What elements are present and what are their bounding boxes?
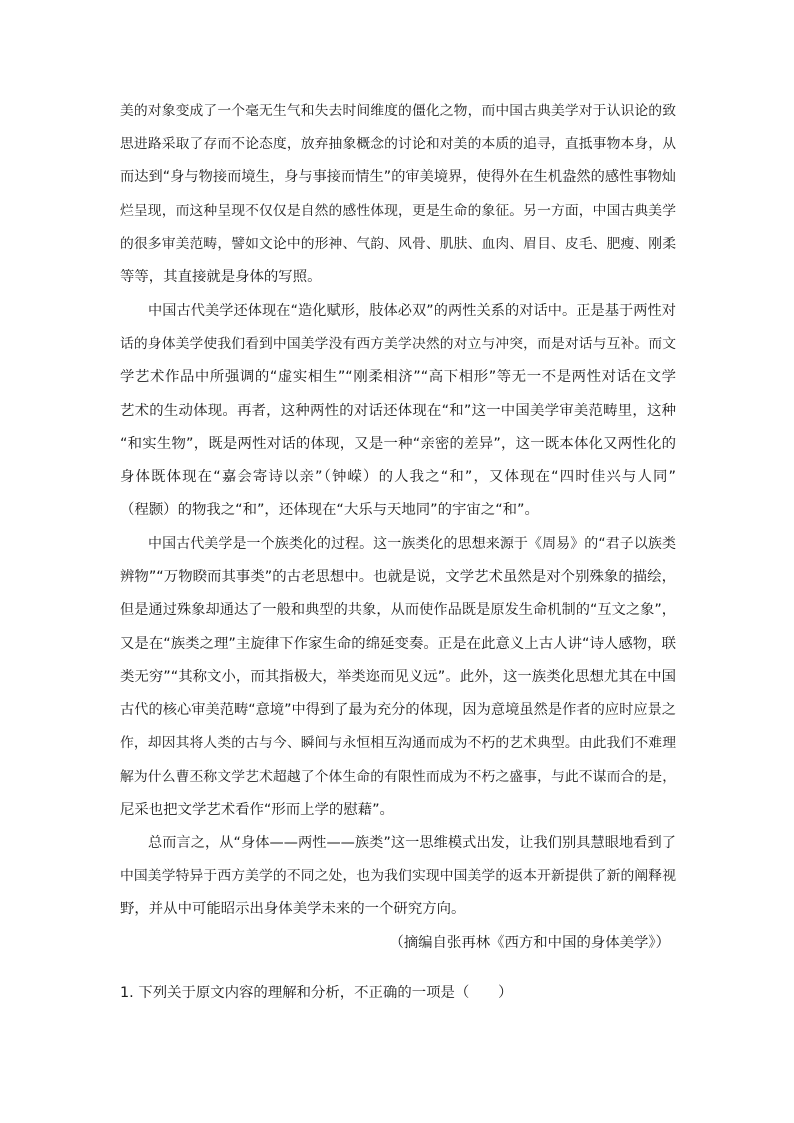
- paragraph-line: 总而言之，从“身体——两性——族类”这一思维模式出发，让我们别具慧眼地看到了: [148, 835, 676, 851]
- paragraph-line: 中国古代美学还体现在“造化赋形，肢体必双”的两性关系的对话中。正是基于两性对: [148, 303, 676, 319]
- paragraph-line: 野，并从中可能昭示出身体美学未来的一个研究方向。: [120, 901, 466, 917]
- source-citation: （摘编自张再林《西方和中国的身体美学》）: [389, 935, 670, 951]
- paragraph-line: 的很多审美范畴，譬如文论中的形神、气韵、风骨、肌肤、血肉、眉目、皮毛、肥瘦、刚柔: [120, 236, 676, 252]
- paragraph-line: 学艺术作品中所强调的“虚实相生”“刚柔相济”“高下相形”等无一不是两性对话在文学: [120, 369, 676, 385]
- paragraph-line: 类无穷”“其称文小，而其指极大，举类迩而见义远”。此外，这一族类化思想尤其在中国: [120, 669, 676, 685]
- paragraph-line: 作，却因其将人类的古与今、瞬间与永恒相互沟通而成为不朽的艺术典型。由此我们不难理: [120, 735, 676, 751]
- paragraph-line: 中国美学特异于西方美学的不同之处，也为我们实现中国美学的返本开新提供了新的阐释视: [120, 868, 676, 884]
- question-1: 1. 下列关于原文内容的理解和分析，不正确的一项是（ ）: [120, 985, 513, 1001]
- paragraph-line: 烂呈现，而这种呈现不仅仅是自然的感性体现，更是生命的象征。另一方面，中国古典美学: [120, 203, 676, 219]
- paragraph-line: 而达到“身与物接而境生，身与事接而情生”的审美境界，使得外在生机盎然的感性事物灿: [120, 169, 676, 185]
- paragraph-line: 艺术的生动体现。再者，这种两性的对话还体现在“和”这一中国美学审美范畴里，这种: [120, 403, 676, 419]
- paragraph-line: 话的身体美学使我们看到中国美学没有西方美学决然的对立与冲突，而是对话与互补。而文: [120, 336, 676, 352]
- paragraph-line: 辨物”“万物睽而其事类”的古老思想中。也就是说，文学艺术虽然是对个别殊象的描绘，: [120, 569, 676, 585]
- paragraph-line: “和实生物”，既是两性对话的体现，又是一种“亲密的差异”，这一既本体化又两性化的: [120, 436, 676, 452]
- paragraph-line: 美的对象变成了一个毫无生气和失去时间维度的僵化之物，而中国古典美学对于认识论的致: [120, 103, 676, 119]
- paragraph-line: 解为什么曹丕称文学艺术超越了个体生命的有限性而成为不朽之盛事，与此不谋而合的是，: [120, 769, 676, 785]
- paragraph-line: 思进路采取了存而不论态度，放弃抽象概念的讨论和对美的本质的追寻，直抵事物本身，从: [120, 136, 676, 152]
- paragraph-line: （程颢）的物我之“和”，还体现在“大乐与天地同”的宇宙之“和”。: [120, 502, 539, 518]
- paragraph-line: 等等，其直接就是身体的写照。: [120, 269, 322, 285]
- paragraph-line: 尼采也把文学艺术看作“形而上学的慰藉”。: [120, 802, 394, 818]
- paragraph-line: 中国古代美学是一个族类化的过程。这一族类化的思想来源于《周易》的“君子以族类: [148, 536, 676, 552]
- paragraph-line: 但是通过殊象却通达了一般和典型的共象，从而使作品既是原发生命机制的“互文之象”，: [120, 602, 676, 618]
- paragraph-line: 身体既体现在“嘉会寄诗以亲”（钟嵘）的人我之“和”，又体现在“四时佳兴与人同”: [120, 469, 676, 485]
- paragraph-line: 又是在“族类之理”主旋律下作家生命的绵延变奏。正是在此意义上古人讲“诗人感物，联: [120, 636, 676, 652]
- paragraph-line: 古代的核心审美范畴“意境”中得到了最为充分的体现，因为意境虽然是作者的应时应景之: [120, 702, 676, 718]
